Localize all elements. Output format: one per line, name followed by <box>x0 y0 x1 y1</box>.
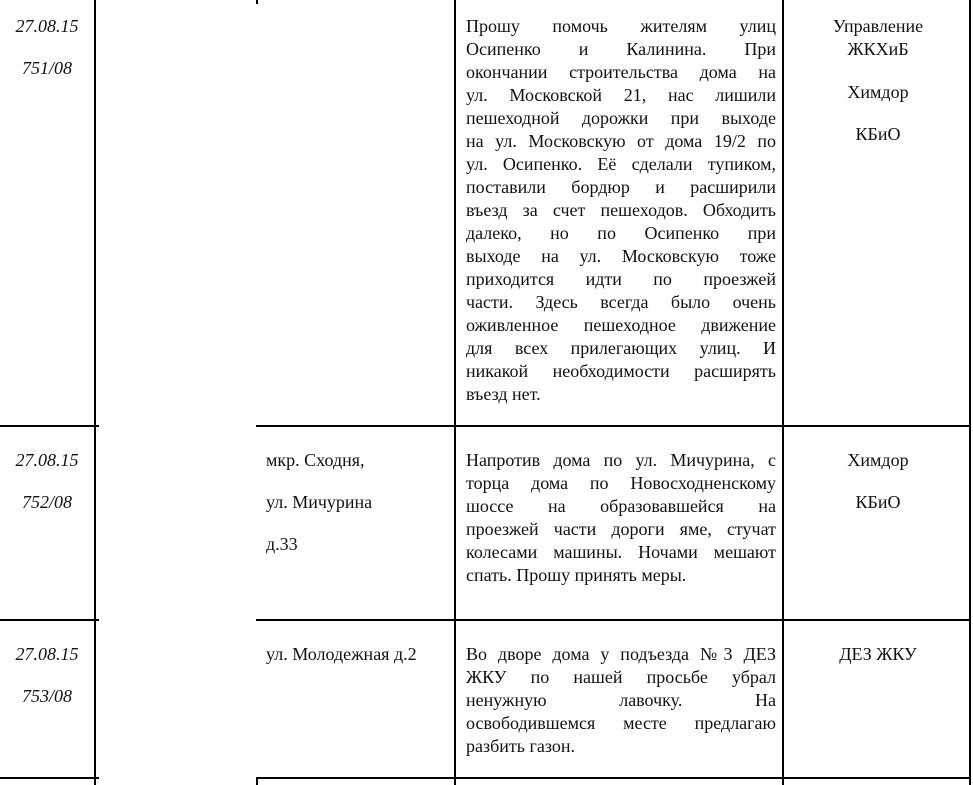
text-line: ненужную лавочку. На <box>466 690 776 710</box>
text-line: на ул. Московскую от дома 19/2 по <box>466 131 776 151</box>
column-divider-text <box>454 0 456 785</box>
row-divider <box>0 619 99 621</box>
address-line: ул. Молодежная д.2 <box>266 644 417 664</box>
row-divider <box>256 619 971 621</box>
text-line: части. Здесь всегда было очень <box>466 292 776 312</box>
address-line: д.33 <box>266 534 298 554</box>
text-line: Во дворе дома у подъезда №3 ДЕЗ <box>466 644 776 664</box>
column-divider-org <box>782 0 784 785</box>
row-date: 27.08.15 <box>15 644 79 664</box>
row-3-org-cell <box>786 643 970 685</box>
text-line: выходе на ул. Московскую тоже <box>466 246 776 266</box>
row-2-address-cell <box>266 449 452 575</box>
row-2-date-cell <box>0 449 94 533</box>
text-line: для всех прилегающих улиц. И <box>466 338 776 358</box>
text-line: колесами машины. Ночами мешают <box>466 542 776 562</box>
text-line: Напротив дома по ул. Мичурина, с <box>466 450 776 470</box>
text-line: торца дома по Новосходненскому <box>466 473 776 493</box>
org-name: Химдор <box>847 82 909 102</box>
row-number: 752/08 <box>21 492 72 512</box>
row-divider <box>256 425 971 427</box>
text-line: Осипенко и Калинина. При <box>466 39 776 59</box>
text-line: разбить газон. <box>466 736 575 756</box>
org-name: Управление ЖКХиБ <box>832 16 924 59</box>
text-line: Прошу помочь жителям улиц <box>466 16 776 36</box>
row-2-org-cell <box>786 449 970 533</box>
text-line: шоссе на образовавшейся на <box>466 496 776 516</box>
text-line: оживленное пешеходное движение <box>466 315 776 335</box>
org-name: КБиО <box>855 124 901 144</box>
row-date: 27.08.15 <box>15 450 79 470</box>
text-line: проезжей части дороги яме, стучат <box>466 519 776 539</box>
row-1-date-cell <box>0 15 94 99</box>
row-number: 753/08 <box>21 686 72 706</box>
text-line: ул. Осипенко. Её сделали тупиком, <box>466 154 776 174</box>
text-line: окончании строительства дома на <box>466 62 776 82</box>
column-divider-address-left <box>256 779 258 785</box>
text-line: далеко, но по Осипенко при <box>466 223 776 243</box>
row-divider <box>0 777 99 779</box>
address-line: мкр. Сходня, <box>266 450 365 470</box>
text-line: въезд нет. <box>466 384 541 404</box>
text-line: приходится идти по проезжей <box>466 269 776 289</box>
address-line: ул. Мичурина <box>266 492 373 512</box>
org-name: КБиО <box>855 492 901 512</box>
text-line: спать. Прошу принять меры. <box>466 565 687 585</box>
row-2-text-cell <box>466 449 776 587</box>
column-divider-date <box>94 0 96 785</box>
row-3-text-cell <box>466 643 776 758</box>
row-divider <box>256 777 971 779</box>
row-date: 27.08.15 <box>15 16 79 36</box>
text-line: никакой необходимости расширять <box>466 361 776 381</box>
text-line: пешеходной дорожки при выходе <box>466 108 776 128</box>
text-line: освободившемся месте предлагаю <box>466 713 776 733</box>
text-line: ЖКУ по нашей просьбе убрал <box>466 667 776 687</box>
row-1-text-cell <box>466 15 776 406</box>
row-3-address-cell <box>266 643 452 685</box>
row-1-org-cell <box>786 15 970 165</box>
text-line: въезд за счет пешеходов. Обходить <box>466 200 776 220</box>
row-3-date-cell <box>0 643 94 727</box>
org-name: Химдор <box>847 450 909 470</box>
column-divider-address-left <box>256 0 258 4</box>
row-divider <box>0 425 99 427</box>
row-number: 751/08 <box>21 58 72 78</box>
text-line: ул. Московской 21, нас лишили <box>466 85 776 105</box>
text-line: поставили бордюр и расширили <box>466 177 776 197</box>
org-name: ДЕЗ ЖКУ <box>839 644 917 664</box>
